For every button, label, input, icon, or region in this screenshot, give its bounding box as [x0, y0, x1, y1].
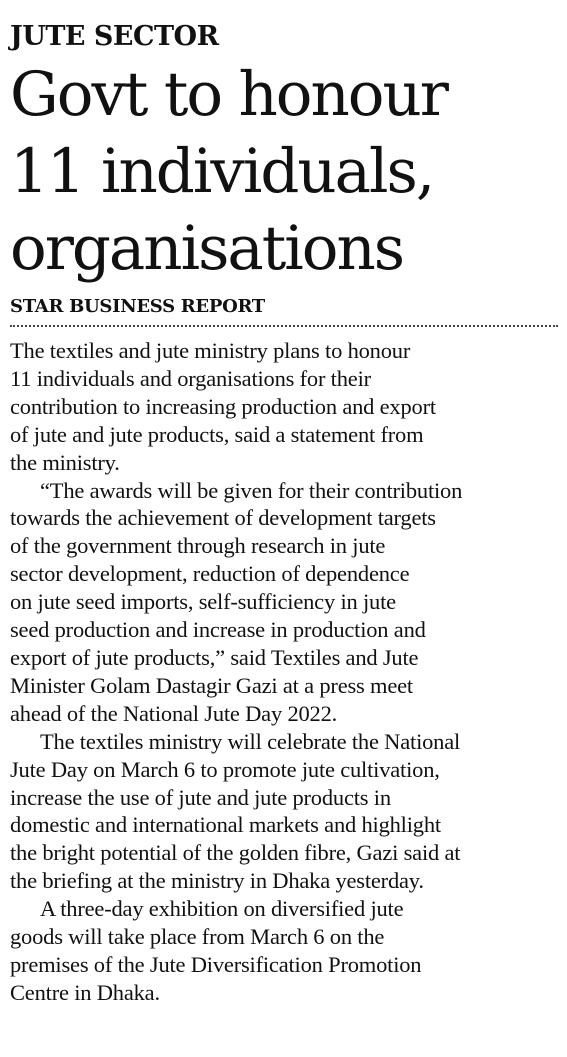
text-line: domestic and international markets and highlight — [10, 812, 441, 838]
text-line: seed production and increase in production and — [10, 617, 426, 643]
section-kicker: JUTE SECTOR — [10, 21, 219, 52]
text-line: the briefing at the ministry in Dhaka yesterday. — [10, 868, 424, 894]
text-line: Minister Golam Dastagir Gazi at a press meet — [10, 672, 413, 698]
text-line: sector development, reduction of dependence — [10, 561, 410, 587]
headline-line: Govt to honour — [10, 59, 447, 130]
text-line: premises of the Jute Diversification Promotion — [10, 951, 422, 977]
paragraph-4 — [10, 895, 558, 1007]
text-line: Jute Day on March 6 to promote jute cultivation, — [10, 756, 440, 782]
paragraph-2 — [10, 477, 558, 728]
text-line: The textiles and jute ministry plans to honour — [10, 338, 411, 363]
text-line: The textiles ministry will celebrate the National — [40, 728, 461, 754]
headline-line: organisations — [10, 213, 404, 284]
article-body — [10, 337, 558, 1007]
text-line: of the government through research in jute — [10, 533, 386, 559]
text-line: export of jute products,” said Textiles and Jute — [10, 644, 419, 670]
headline-line: 11 individuals, — [10, 136, 434, 207]
text-line: the bright potential of the golden fibre, Gazi said at — [10, 840, 461, 866]
dotted-divider — [10, 325, 558, 327]
byline: STAR BUSINESS REPORT — [10, 296, 265, 317]
text-line: contribution to increasing production and export — [10, 393, 436, 419]
text-line: ahead of the National Jute Day 2022. — [10, 700, 338, 726]
news-article — [10, 20, 558, 1007]
text-line: the ministry. — [10, 449, 120, 475]
text-line: on jute seed imports, self-sufficiency in jute — [10, 589, 396, 615]
text-line: goods will take place from March 6 on the — [10, 924, 385, 950]
text-line: A three-day exhibition on diversified jute — [40, 896, 404, 922]
text-line: towards the achievement of development targets — [10, 505, 436, 531]
headline — [10, 56, 558, 287]
text-line: Centre in Dhaka. — [10, 979, 160, 1005]
paragraph-1 — [10, 337, 558, 477]
text-line: increase the use of jute and jute products in — [10, 784, 391, 810]
text-line: “The awards will be given for their contribution — [40, 477, 463, 503]
paragraph-3 — [10, 728, 558, 895]
text-line: of jute and jute products, said a statement from — [10, 421, 424, 447]
text-line: 11 individuals and organisations for their — [10, 365, 371, 391]
